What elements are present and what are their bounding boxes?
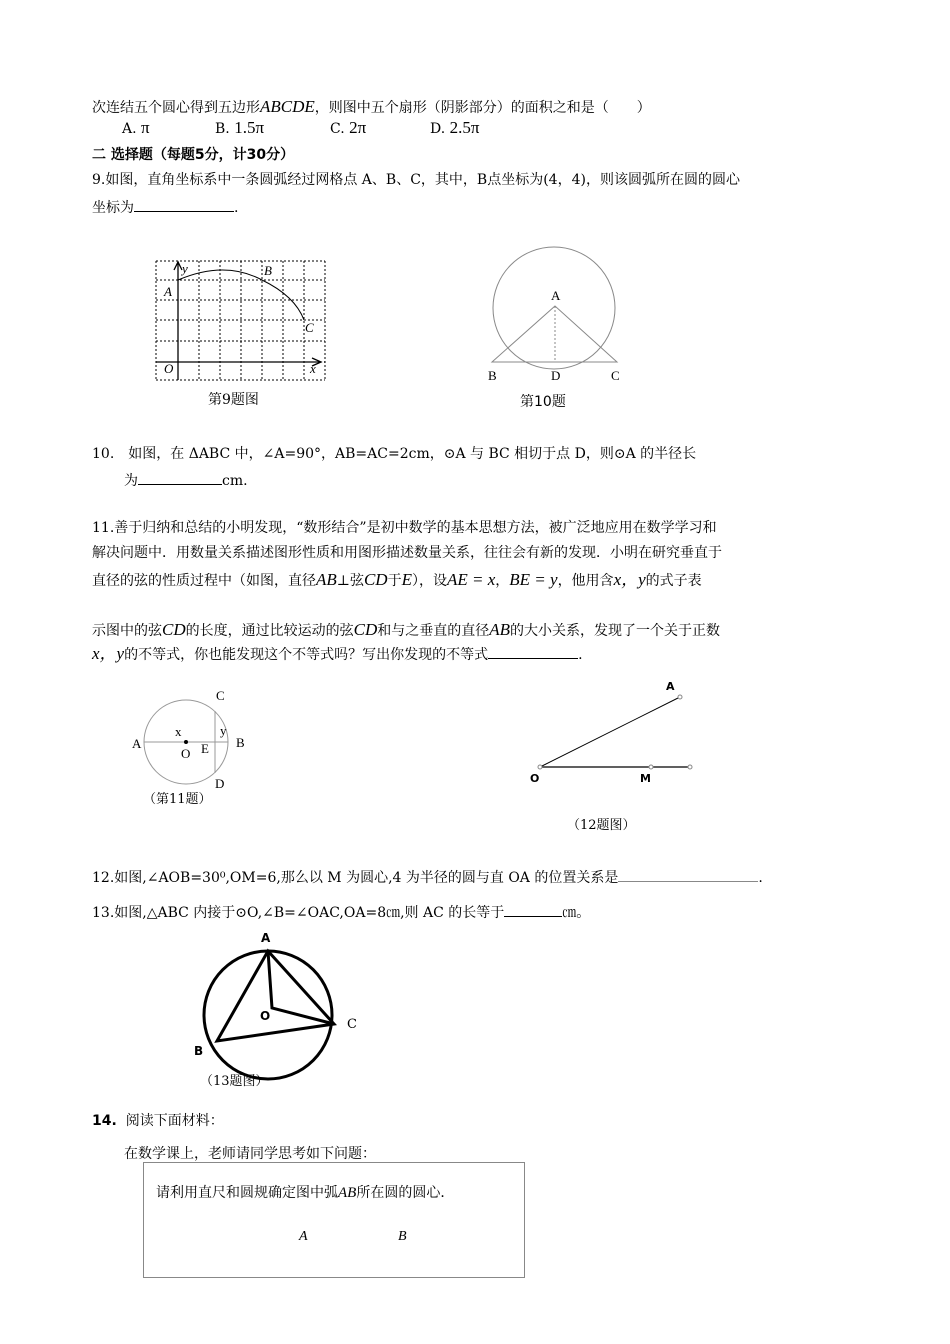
fig13-label-b: B bbox=[194, 1044, 204, 1058]
fig13-caption: （13题图） bbox=[200, 1074, 269, 1089]
q9-line2: 坐标为 . bbox=[92, 197, 238, 218]
q14-intro: 在数学课上，老师请同学思考如下问题： bbox=[124, 1146, 376, 1162]
fig11-label-d: D bbox=[215, 776, 225, 791]
fig13-label-a: A bbox=[261, 931, 271, 945]
fig11-label-c: C bbox=[216, 688, 225, 703]
q8-text-end: ，则图中五个扇形（阴影部分）的面积之和是（ ） bbox=[314, 100, 651, 116]
q11-line3: 直径的弦的性质过程中（如图，直径AB⊥弦CD于E），设AE = x，BE = y，他用含x，y的式子表 bbox=[92, 570, 702, 589]
fig11-label-a: A bbox=[132, 736, 142, 751]
fig10-caption: 第10题 bbox=[520, 394, 566, 410]
q9-line1: 9.如图，直角坐标系中一条圆弧经过网格点 A、B、C，其中，B点坐标为(4，4)，则该圆弧所在圆的圆心 bbox=[92, 172, 740, 188]
fig11-label-b: B bbox=[236, 735, 245, 750]
fig10-label-a: A bbox=[551, 288, 561, 303]
q10-line1: 10. 如图，在 ΔABC 中，∠A=90°，AB=AC=2cm，⊙A 与 BC 相切于点 D，则⊙A 的半径长 bbox=[92, 446, 697, 462]
q8-option-a: A. π bbox=[122, 118, 150, 137]
q11-line4: 示图中的弦CD的长度，通过比较运动的弦CD和与之垂直的直径AB的大小关系，发现了一个关于正数 bbox=[92, 620, 721, 639]
fig10-label-d: D bbox=[551, 368, 561, 383]
fig9-label-y: y bbox=[182, 261, 188, 276]
fig10-circle bbox=[493, 247, 615, 369]
q8-option-c: C. 2π bbox=[330, 118, 367, 137]
q13-text: 13.如图,△ABC 内接于⊙O,∠B=∠OAC,OA=8㎝,则 AC 的长等于 ㎝。 bbox=[92, 902, 590, 923]
fig12-label-a: A bbox=[666, 680, 675, 693]
fig9-label-a: A bbox=[164, 284, 172, 299]
q14-point-b: B bbox=[398, 1229, 407, 1244]
q8-option-d: D. 2.5π bbox=[430, 118, 480, 137]
q11-line2: 解决问题中．用数量关系描述图形性质和用图形描述数量关系，往往会有新的发现．小明在研究垂直于 bbox=[92, 545, 722, 561]
fig13-label-c: C bbox=[347, 1017, 357, 1032]
fig11-label-e: E bbox=[201, 741, 209, 756]
q12-text: 12.如图,∠AOB=30⁰,OM=6,那么以 M 为圆心,4 为半径的圆与直 OA 的位置关系是 . bbox=[92, 867, 763, 888]
fig12-label-m: M bbox=[640, 772, 651, 785]
fig9-label-b: B bbox=[264, 263, 272, 278]
fig13-label-o: O bbox=[260, 1009, 271, 1023]
fig12-angle bbox=[540, 697, 690, 767]
q8-option-b: B. 1.5π bbox=[215, 118, 265, 137]
fig12-label-o: O bbox=[530, 772, 540, 785]
fig9-label-x: x bbox=[310, 361, 316, 376]
fig13-triangle bbox=[217, 951, 334, 1041]
fig10-label-c: C bbox=[611, 368, 620, 383]
fig9-label-c: C bbox=[305, 320, 314, 335]
q14-point-a: A bbox=[299, 1229, 308, 1244]
fig11-caption: （第11题） bbox=[143, 792, 212, 807]
answer-blank[interactable] bbox=[488, 644, 578, 659]
fig11-label-o: O bbox=[181, 746, 191, 761]
fig10-label-b: B bbox=[488, 368, 497, 383]
q11-line1: 11.善于归纳和总结的小明发现，“数形结合”是初中数学的基本思想方法，被广泛地应用在数学学习和 bbox=[92, 520, 717, 536]
fig12-caption: （12题图） bbox=[567, 818, 636, 833]
fig9-label-o: O bbox=[164, 361, 174, 376]
fig9-caption: 第9题图 bbox=[208, 392, 259, 408]
fig11-label-x: x bbox=[175, 724, 182, 739]
q11-line5: x，y的不等式，你也能发现这个不等式吗？写出你发现的不等式 . bbox=[92, 644, 583, 663]
q10-line2: 为 cm. bbox=[124, 470, 248, 491]
q14-heading: 14. 阅读下面材料： bbox=[92, 1113, 224, 1129]
fig11-label-y: y bbox=[220, 723, 227, 738]
answer-blank[interactable] bbox=[138, 470, 222, 485]
q8-text: 次连结五个圆心得到五边形 bbox=[92, 100, 260, 116]
q8-pentagon: ABCDE bbox=[260, 97, 315, 116]
answer-blank[interactable] bbox=[504, 902, 562, 917]
q14-problem-box bbox=[143, 1162, 525, 1278]
q14-box-text: 请利用直尺和圆规确定图中弧AB所在圆的圆心． bbox=[156, 1185, 455, 1201]
section-heading: 二 选择题（每题5分，计30分） bbox=[92, 147, 295, 163]
answer-blank[interactable] bbox=[618, 867, 758, 882]
